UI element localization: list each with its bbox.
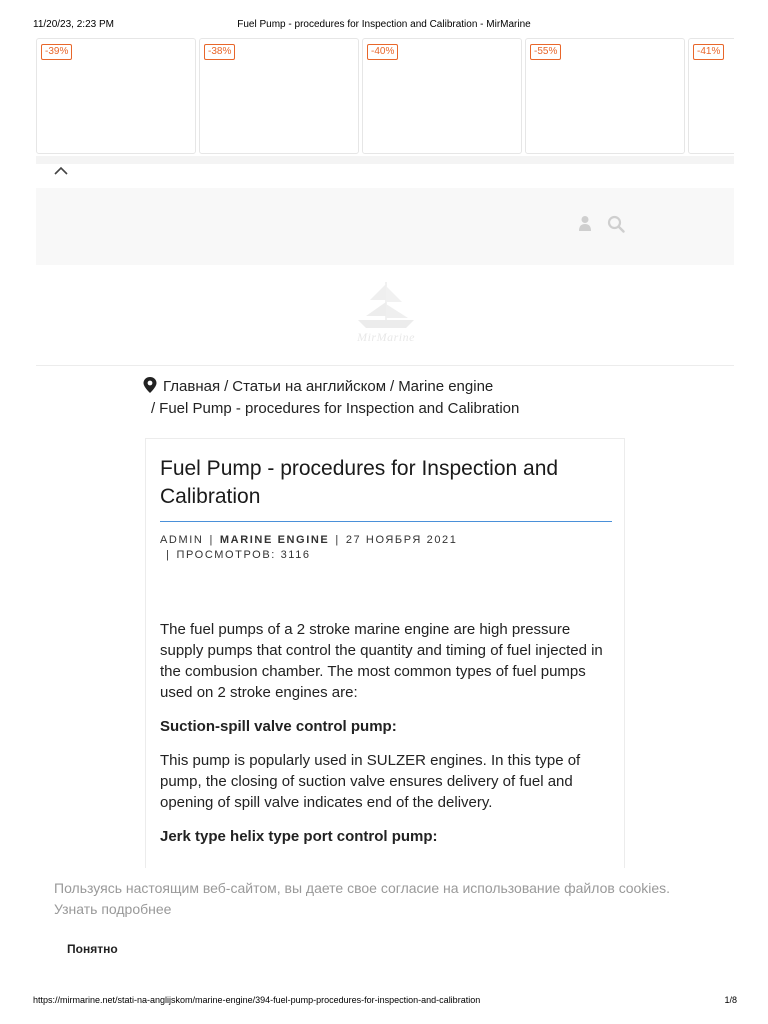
meta-separator: | bbox=[166, 549, 171, 561]
breadcrumb-separator: / bbox=[151, 400, 156, 417]
print-footer bbox=[0, 995, 768, 1009]
meta-separator: | bbox=[209, 534, 214, 546]
breadcrumb-articles-link[interactable]: Статьи на английском bbox=[232, 378, 387, 395]
article-paragraph: This pump is popularly used in SULZER engines. In this type of pump, the closing of suction valve ensures delivery of fuel and opening of spill valve indicates end of the delivery. bbox=[160, 752, 581, 811]
meta-separator: | bbox=[335, 534, 340, 546]
article-author[interactable]: ADMIN bbox=[160, 534, 204, 546]
breadcrumb bbox=[143, 376, 623, 420]
site-logo[interactable] bbox=[336, 278, 436, 348]
print-page-number: 1/8 bbox=[724, 995, 737, 1005]
article-subheading: Jerk type helix type port control pump: bbox=[160, 828, 438, 845]
discount-badge: -55% bbox=[530, 44, 561, 60]
discount-badge: -38% bbox=[204, 44, 235, 60]
map-pin-icon bbox=[143, 377, 157, 393]
product-card[interactable] bbox=[688, 38, 734, 154]
article-category[interactable]: MARINE ENGINE bbox=[219, 534, 330, 546]
site-header bbox=[36, 188, 734, 265]
product-card[interactable] bbox=[525, 38, 685, 154]
print-url: https://mirmarine.net/stati-na-anglijskom/marine-engine/394-fuel-pump-procedures-for-inspection-and-calibration bbox=[33, 995, 481, 1005]
header-divider bbox=[36, 365, 734, 366]
discount-badge: -41% bbox=[693, 44, 724, 60]
discount-badge: -39% bbox=[41, 44, 72, 60]
cookie-notice-text: Пользуясь настоящим веб-сайтом, вы даете свое согласие на использование файлов cookies. Узнать подробнее bbox=[54, 880, 671, 917]
product-card[interactable] bbox=[199, 38, 359, 154]
carousel-scroll-strip bbox=[36, 156, 734, 164]
article-subheading: Suction-spill valve control pump: bbox=[160, 718, 397, 735]
discount-badge: -40% bbox=[367, 44, 398, 60]
cookie-accept-button[interactable]: Понятно bbox=[67, 942, 118, 956]
logo-text: MirMarine bbox=[357, 330, 415, 344]
article-meta bbox=[160, 533, 612, 563]
user-account-button[interactable] bbox=[578, 215, 592, 231]
breadcrumb-separator: / bbox=[390, 378, 395, 395]
breadcrumb-category-link[interactable]: Marine engine bbox=[398, 378, 494, 395]
article-card bbox=[145, 438, 625, 868]
article-title: Fuel Pump - procedures for Inspection and Calibration bbox=[160, 455, 612, 522]
print-header bbox=[0, 0, 768, 36]
print-datetime: 11/20/23, 2:23 PM bbox=[33, 19, 114, 30]
article-body bbox=[160, 619, 612, 860]
breadcrumb-separator: / bbox=[224, 378, 229, 395]
ship-logo-icon bbox=[336, 278, 436, 332]
search-button[interactable] bbox=[607, 215, 625, 233]
article-date: 27 НОЯБРЯ 2021 bbox=[345, 534, 458, 546]
product-card[interactable] bbox=[362, 38, 522, 154]
product-card[interactable] bbox=[36, 38, 196, 154]
user-icon bbox=[578, 215, 592, 231]
article-paragraph: The fuel pumps of a 2 stroke marine engine are high pressure supply pumps that control the quantity and timing of fuel injected in the combusion chamber. The most common types of fuel pumps used on 2 stroke engines are: bbox=[160, 621, 603, 701]
breadcrumb-current: Fuel Pump - procedures for Inspection and Calibration bbox=[159, 400, 520, 417]
collapse-button[interactable] bbox=[52, 163, 70, 179]
print-page-title: Fuel Pump - procedures for Inspection and Calibration - MirMarine bbox=[237, 19, 531, 30]
search-icon bbox=[607, 215, 625, 233]
chevron-up-icon bbox=[52, 163, 70, 179]
breadcrumb-home-link[interactable]: Главная bbox=[163, 378, 221, 395]
article-views: ПРОСМОТРОВ: 3116 bbox=[176, 549, 311, 561]
product-carousel bbox=[36, 38, 734, 156]
